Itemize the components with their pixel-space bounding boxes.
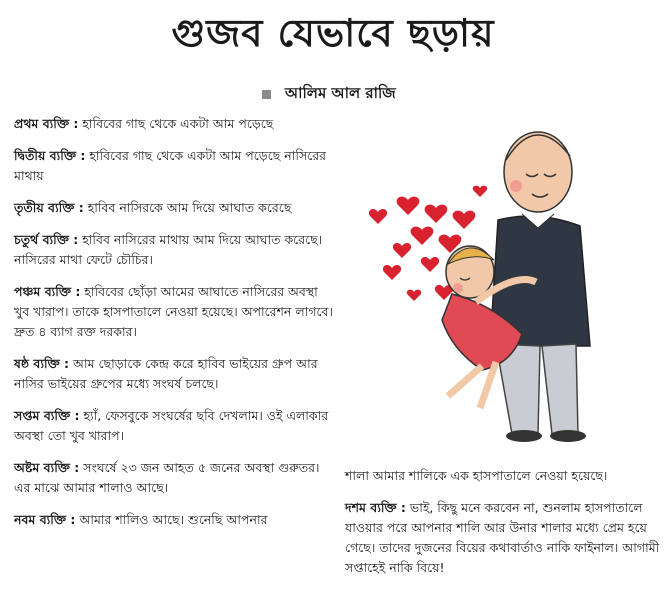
speaker-label: প্রথম ব্যক্তি : [14, 116, 79, 131]
dialogue-entry [14, 146, 336, 186]
dialogue-text: হ্যাঁ, ফেসবুকে সংঘর্ষের ছবি দেখলাম। ওই এলাকার অবস্থা তো খুব খারাপ। [14, 408, 329, 443]
dialogue-entry [345, 498, 661, 578]
dialogue-entry [14, 282, 336, 342]
author-name: আলিম আল রাজি [285, 84, 396, 102]
dialogue-entry [14, 458, 336, 498]
dialogue-text: আমার শালিও আছে। শুনেছি আপনার [79, 512, 268, 527]
speaker-label: ষষ্ঠ ব্যক্তি : [14, 356, 70, 371]
square-bullet-icon [262, 90, 271, 99]
dialogue-entry [14, 406, 336, 446]
speaker-label: দশম ব্যক্তি : [345, 500, 406, 515]
right-column [345, 466, 661, 590]
couple-illustration [356, 96, 656, 446]
dialogue-entry [14, 114, 336, 134]
dialogue-text: হাবিব নাসিরের মাথায় আম দিয়ে আঘাত করেছে। নাসিরের মাথা ফেটে চৌচির। [14, 232, 323, 267]
dialogue-entry [14, 230, 336, 270]
continuation-text: শালা আমার শালিকে এক হাসপাতালে নেওয়া হয়েছে। [345, 468, 608, 483]
speaker-label: দ্বিতীয় ব্যক্তি : [14, 148, 86, 163]
dialogue-entry [14, 510, 336, 530]
speaker-label: তৃতীয় ব্যক্তি : [14, 200, 84, 215]
speaker-label: নবম ব্যক্তি : [14, 512, 76, 527]
page-title: গুজব যেভাবে ছড়ায় [171, 11, 495, 55]
dialogue-text: হাবিব নাসিরকে আম দিয়ে আঘাত করেছে [87, 200, 292, 215]
dialogue-text: সংঘর্ষে ২৩ জন আহত ৫ জনের অবস্থা গুরুতর। এর মাঝে আমার শালাও আছে। [14, 460, 320, 495]
dialogue-text: হাবিবের গাছ থেকে একটা আম পড়েছে নাসিরের মাথায় [14, 148, 326, 183]
dialogue-text: হাবিবের ছোঁড়া আমের আঘাতে নাসিরের অবস্থা খুব খারাপ। তাকে হাসপাতালে নেওয়া হয়েছে। অপারেশন লাগবে। দ্রুত ৪ ব্যাগ রক্ত দরকার। [14, 284, 333, 339]
dialogue-text: ভাই, কিছু মনে করবেন না, শুনলাম হাসপাতালে যাওয়ার পরে আপনার শালি আর উনার শালার মধ্যে প্রেম হয়ে গেছে। তাদের দুজনের বিয়ের কথাবার্তাও নাকি ফাইনাল। আগামী সপ্তাহেই নাকি বিয়ে! [345, 500, 660, 575]
left-column [14, 114, 336, 542]
speaker-label: সপ্তম ব্যক্তি : [14, 408, 80, 423]
dialogue-entry [14, 198, 336, 218]
speaker-label: পঞ্চম ব্যক্তি : [14, 284, 81, 299]
dialogue-text: আম ছোড়াকে কেন্দ্র করে হাবিব ভাইয়ের গ্রুপ আর নাসির ভাইয়ের গ্রুপের মধ্যে সংঘর্ষ চলছে। [14, 356, 318, 391]
speaker-label: চতুর্থ ব্যক্তি : [14, 232, 79, 247]
dialogue-entry [14, 354, 336, 394]
dialogue-text: হাবিবের গাছ থেকে একটা আম পড়েছে [82, 116, 274, 131]
speaker-label: অষ্টম ব্যক্তি : [14, 460, 80, 475]
